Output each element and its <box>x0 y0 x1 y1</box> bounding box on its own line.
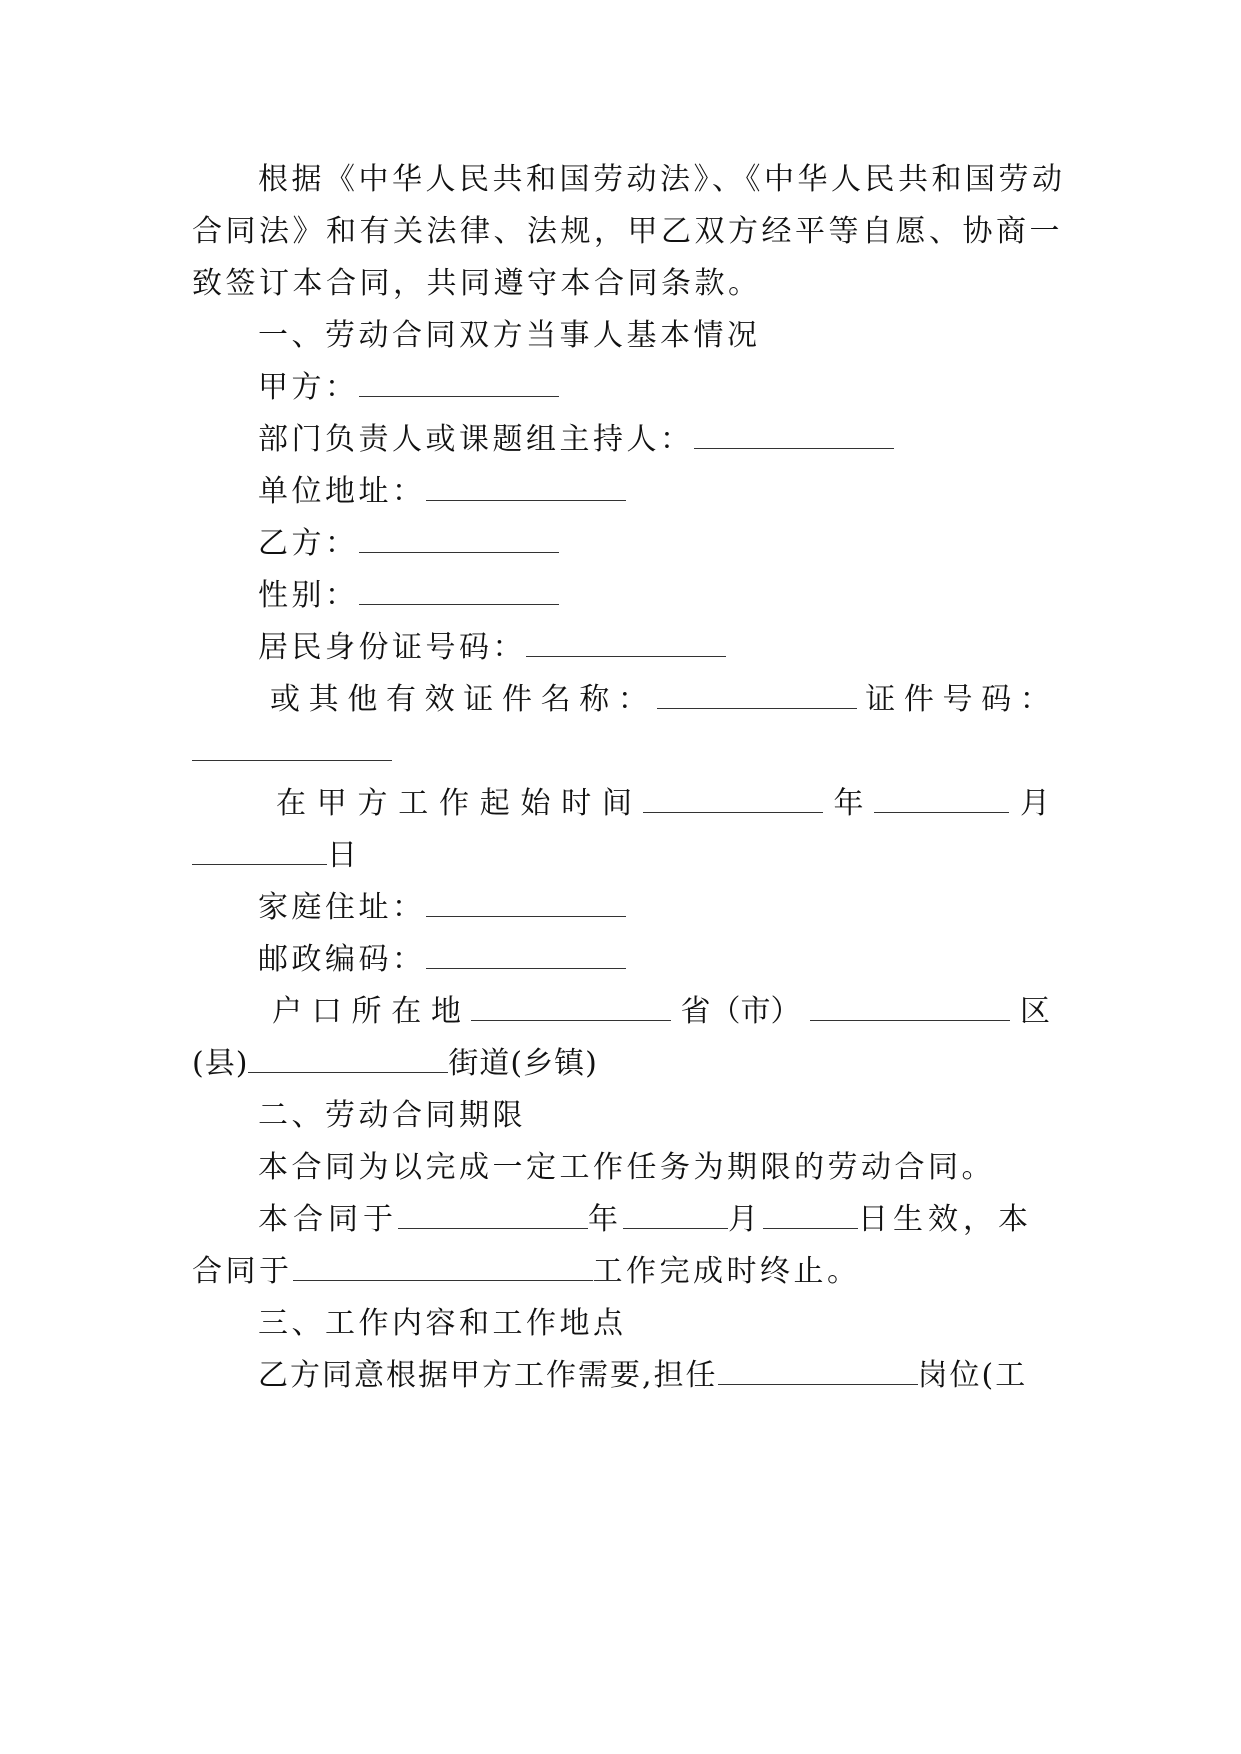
party-b-blank[interactable] <box>359 524 559 553</box>
other-id-row <box>192 680 1050 720</box>
other-id-char: 名 <box>540 682 571 717</box>
other-id-char: 称 <box>579 682 610 717</box>
unit-address-row <box>192 472 1050 512</box>
postcode-blank[interactable] <box>426 940 626 969</box>
other-id-number-row <box>192 732 1050 772</box>
start-day-blank[interactable] <box>192 836 327 865</box>
start-time-row <box>192 784 1050 824</box>
section-2-title: 二、劳动合同期限 <box>258 1098 526 1133</box>
intro-line-1: 根据《中华人民共和国劳动法》、《中华人民共和国劳动 <box>258 162 1066 197</box>
other-id-char: 效 <box>424 682 455 717</box>
gender-label: 性别： <box>258 578 359 613</box>
position-blank[interactable] <box>718 1356 918 1385</box>
position-prefix: 乙方同意根据甲方工作需要,担任 <box>258 1358 718 1393</box>
start-day-row <box>192 836 1050 876</box>
hukou-char: 户 <box>272 994 302 1029</box>
termination-prefix: 合同于 <box>192 1254 293 1289</box>
party-a-row <box>192 368 1050 408</box>
other-id-char: 有 <box>385 682 416 717</box>
party-a-blank[interactable] <box>359 368 559 397</box>
other-id-char: 其 <box>308 682 339 717</box>
hukou-row-2 <box>192 1044 1050 1084</box>
unit-address-blank[interactable] <box>426 472 626 501</box>
other-id-char: 他 <box>347 682 378 717</box>
start-time-char: 时 <box>561 786 592 821</box>
hukou-street-label: 街道(乡镇) <box>448 1046 598 1081</box>
hukou-province-blank[interactable] <box>471 992 671 1021</box>
other-id-char: 件 <box>501 682 532 717</box>
start-time-char: 起 <box>479 786 510 821</box>
start-month-label: 月 <box>1020 786 1050 821</box>
party-b-label: 乙方： <box>258 526 359 561</box>
section-3-title: 三、工作内容和工作地点 <box>258 1306 627 1341</box>
id-number-row <box>192 628 1050 668</box>
start-year-label: 年 <box>833 786 864 821</box>
party-b-row <box>192 524 1050 564</box>
id-number-blank[interactable] <box>526 628 726 657</box>
start-time-char: 甲 <box>316 786 347 821</box>
hukou-char: 所 <box>351 994 382 1029</box>
start-month-blank[interactable] <box>874 784 1009 813</box>
postcode-row <box>192 940 1050 980</box>
effective-month-label: 月 <box>728 1202 763 1237</box>
other-id-char: ： <box>617 682 648 717</box>
effective-year-label: 年 <box>588 1202 623 1237</box>
effective-year-blank[interactable] <box>398 1200 588 1229</box>
term-text: 本合同为以完成一定工作任务为期限的劳动合同。 <box>258 1150 995 1185</box>
start-day-label: 日 <box>327 838 361 873</box>
termination-blank[interactable] <box>293 1252 593 1281</box>
hukou-char: 地 <box>431 994 461 1029</box>
start-time-char: 始 <box>520 786 551 821</box>
other-id-char: 证 <box>463 682 494 717</box>
start-year-blank[interactable] <box>643 784 823 813</box>
effective-prefix: 本合同于 <box>258 1202 398 1237</box>
start-time-char: 作 <box>439 786 469 821</box>
other-id-char: 证 <box>865 682 896 717</box>
effective-row <box>192 1200 1050 1240</box>
dept-head-row <box>192 420 1050 460</box>
effective-month-blank[interactable] <box>623 1200 728 1229</box>
gender-blank[interactable] <box>359 576 559 605</box>
termination-row <box>192 1252 1050 1292</box>
position-suffix: 岗位(工 <box>917 1358 1028 1393</box>
home-address-row <box>192 888 1050 928</box>
hukou-district-label: 区 <box>1020 994 1050 1029</box>
hukou-province-label: 省（市） <box>680 994 801 1029</box>
start-time-char: 方 <box>357 786 388 821</box>
start-time-char: 间 <box>602 786 632 821</box>
other-id-char: 号 <box>942 682 973 717</box>
dept-head-label: 部门负责人或课题组主持人： <box>258 422 694 457</box>
hukou-char: 口 <box>311 994 342 1029</box>
effective-day-blank[interactable] <box>763 1200 858 1229</box>
other-id-char: 件 <box>903 682 934 717</box>
section-1-title: 一、劳动合同双方当事人基本情况 <box>258 318 761 353</box>
termination-suffix: 工作完成时终止。 <box>592 1254 861 1289</box>
other-id-name-blank[interactable] <box>657 680 857 709</box>
position-row <box>192 1356 1050 1396</box>
unit-address-label: 单位地址： <box>258 474 426 509</box>
postcode-label: 邮政编码： <box>258 942 426 977</box>
start-time-char: 工 <box>398 786 429 821</box>
effective-day-suffix: 日生效，本 <box>858 1202 1033 1237</box>
other-id-char: 或 <box>270 682 300 717</box>
id-number-label: 居民身份证号码： <box>258 630 526 665</box>
party-a-label: 甲方： <box>258 370 359 405</box>
start-time-char: 在 <box>276 786 306 821</box>
hukou-street-blank[interactable] <box>248 1044 448 1073</box>
hukou-char: 在 <box>391 994 422 1029</box>
intro-line-2: 合同法》和有关法律、法规，甲乙双方经平等自愿、协商一 <box>192 214 1063 249</box>
other-id-char: 码 <box>981 682 1012 717</box>
dept-head-blank[interactable] <box>694 420 894 449</box>
hukou-county-label: (县) <box>192 1046 249 1081</box>
gender-row <box>192 576 1050 616</box>
hukou-row <box>192 992 1050 1032</box>
home-address-label: 家庭住址： <box>258 890 426 925</box>
hukou-district-blank[interactable] <box>810 992 1010 1021</box>
intro-line-3: 致签订本合同，共同遵守本合同条款。 <box>192 266 762 301</box>
home-address-blank[interactable] <box>426 888 626 917</box>
other-id-char: ： <box>1019 682 1050 717</box>
other-id-number-blank[interactable] <box>192 732 392 761</box>
